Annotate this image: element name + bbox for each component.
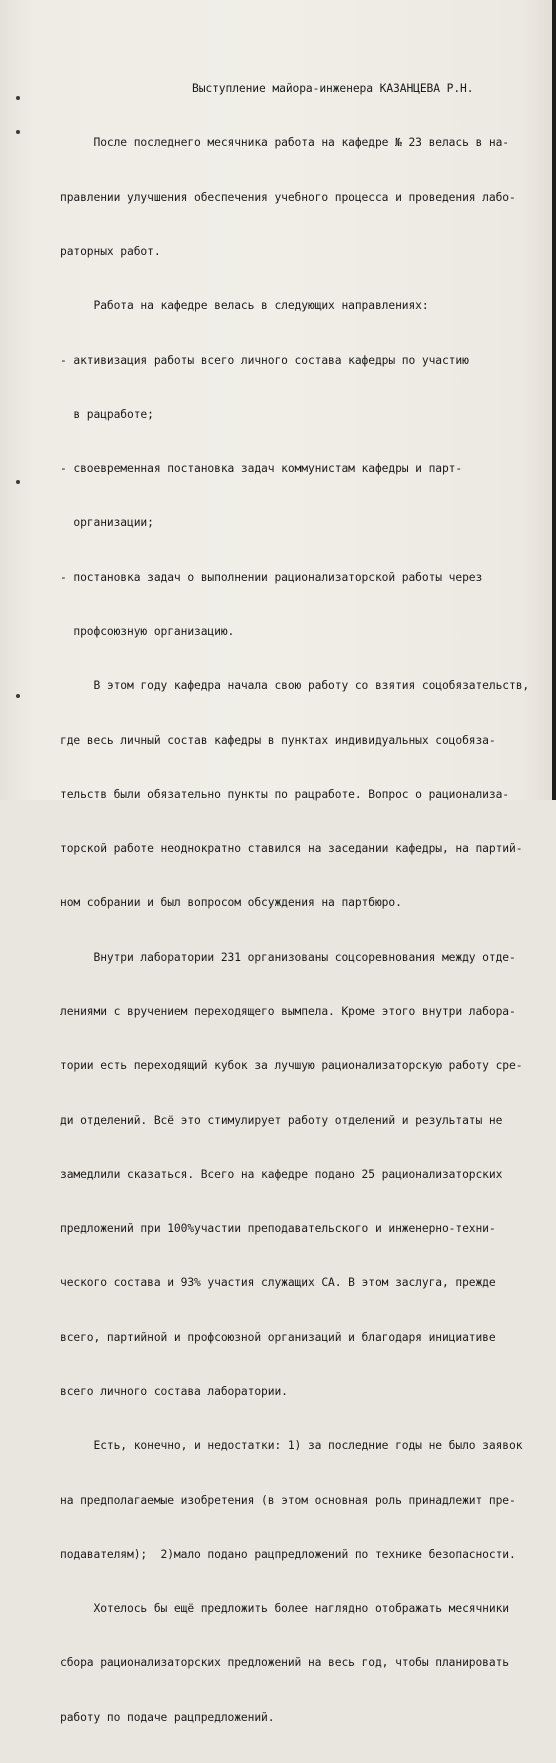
punch-hole-dot <box>16 96 20 100</box>
text-line: В этом году кафедра начала свою работу со взятия соцобязательств, <box>60 679 530 693</box>
text-line: Хотелось бы ещё предложить более наглядно отображать месячники <box>60 1602 509 1616</box>
text-line: Работа на кафедре велась в следующих направлениях: <box>60 299 429 313</box>
text-line: После последнего месячника работа на кафедре № 23 велась в на- <box>60 136 509 150</box>
text-line: правлении улучшения обеспечения учебного процесса и проведения лабо- <box>60 190 516 204</box>
text-line: всего, партийной и профсоюзной организаций и благодаря инициативе <box>60 1330 496 1344</box>
text-line: подавателям); 2)мало подано рацпредложений по технике безопасности. <box>60 1547 516 1561</box>
text-line: в рацработе; <box>60 407 154 421</box>
text-line: Внутри лаборатории 231 организованы соцсоревнования между отде- <box>60 950 516 964</box>
scan-edge <box>552 0 556 800</box>
text-line: тельств были обязательно пункты по рацработе. Вопрос о рационализа- <box>60 787 509 801</box>
text-line: - активизация работы всего личного состава кафедры по участию <box>60 353 469 367</box>
typed-text <box>60 44 540 1763</box>
punch-hole-dot <box>16 480 20 484</box>
document-title: Выступление майора-инженера КАЗАНЦЕВА Р.Н. <box>192 82 474 96</box>
text-line: - постановка задач о выполнении рационализаторской работы через <box>60 570 483 584</box>
punch-hole-dot <box>16 130 20 134</box>
text-line: - своевременная постановка задач коммунистам кафедры и парт- <box>60 462 463 476</box>
text-line: работу по подаче рацпредложений. <box>60 1710 275 1724</box>
text-line: тории есть переходящий кубок за лучшую рационализаторскую работу сре- <box>60 1059 523 1073</box>
text-line: ди отделений. Всё это стимулирует работу отделений и результаты не <box>60 1113 503 1127</box>
punch-hole-dot <box>16 694 20 698</box>
text-line: замедлили сказаться. Всего на кафедре подано 25 рационализаторских <box>60 1167 503 1181</box>
text-line: организации; <box>60 516 154 530</box>
text-line: лениями с вручением переходящего вымпела. Кроме этого внутри лабора- <box>60 1004 516 1018</box>
text-line: раторных работ. <box>60 245 161 259</box>
text-line: предложений при 100%участии преподавательского и инженерно-техни- <box>60 1222 496 1236</box>
text-line: ческого состава и 93% участия служащих СА. В этом заслуга, прежде <box>60 1276 496 1290</box>
text-line: ном собрании и был вопросом обсуждения на партбюро. <box>60 896 402 910</box>
text-line: Есть, конечно, и недостатки: 1) за последние годы не было заявок <box>60 1439 523 1453</box>
text-line: где весь личный состав кафедры в пунктах индивидуальных соцобяза- <box>60 733 496 747</box>
text-line: профсоюзную организацию. <box>60 625 235 638</box>
text-line: сбора рационализаторских предложений на весь год, чтобы планировать <box>60 1656 509 1670</box>
text-line: торской работе неоднократно ставился на заседании кафедры, на партий- <box>60 842 523 856</box>
text-line: всего личного состава лаборатории. <box>60 1384 288 1398</box>
text-line: на предполагаемые изобретения (в этом основная роль принадлежит пре- <box>60 1493 516 1507</box>
